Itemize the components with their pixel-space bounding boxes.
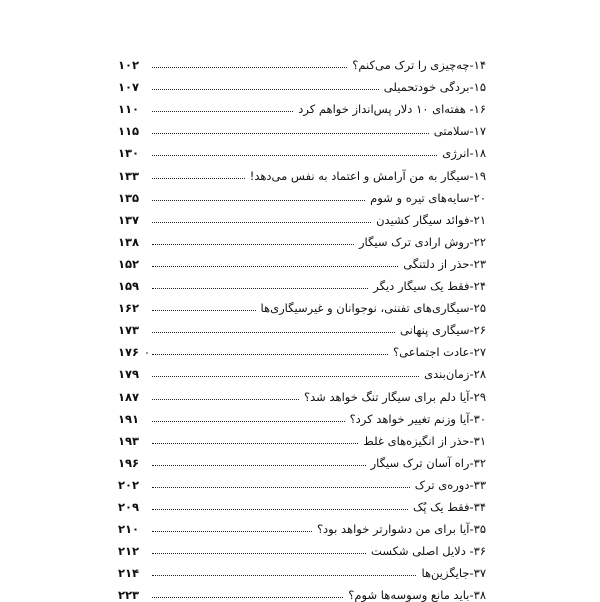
dot-leader <box>152 133 429 134</box>
toc-entry <box>118 227 486 249</box>
dot-leader <box>152 575 416 576</box>
page-number: ۲۱۰ <box>118 522 140 537</box>
entry-title: ۳۴-فقط یک پُک <box>412 499 486 514</box>
toc-entry <box>118 404 486 426</box>
dot-leader <box>152 399 299 400</box>
toc-entry <box>118 448 486 470</box>
page-number: ۱۱۵ <box>118 124 140 139</box>
entry-title: ۱۵-بردگی خودتحمیلی <box>383 80 486 95</box>
dot-leader <box>152 509 408 510</box>
page-number: ۱۶۲ <box>118 301 140 316</box>
toc-entry <box>118 514 486 536</box>
entry-title: ۲۴-فقط یک سیگار دیگر <box>373 279 486 294</box>
toc-entry <box>118 72 486 94</box>
entry-title: ۲۸-زمان‌بندی <box>424 367 486 382</box>
page-number: ۱۳۵ <box>118 190 140 205</box>
page-number: ۱۱۰ <box>118 102 140 117</box>
entry-title: ۳۶- دلایل اصلی شکست <box>371 544 486 559</box>
page-number: ۱۳۰ <box>118 146 140 161</box>
entry-title: ۲۰-سایه‌های تیره و شوم <box>370 190 486 205</box>
toc-entry <box>118 359 486 381</box>
entry-title: ۲۲-روش ارادی ترک سیگار <box>358 234 486 249</box>
toc-entry <box>118 536 486 558</box>
page-number: ۱۷۶ <box>118 345 140 360</box>
page-number: ۱۹۱ <box>118 411 140 426</box>
entry-title: ۳۷-جایگزین‌ها <box>421 566 486 581</box>
entry-title: ۱۴-چه‌چیزی را ترک می‌کنم؟ <box>352 58 486 73</box>
entry-title: ۲۷-عادت اجتماعی؟ <box>393 345 486 360</box>
page-number: ۱۷۹ <box>118 367 140 382</box>
entry-title: ۳۱-حذر از انگیزه‌های غلط <box>363 433 486 448</box>
dot-leader <box>152 597 343 598</box>
dot-leader <box>152 376 419 377</box>
dot-leader <box>152 421 345 422</box>
page-number: ۲۰۲ <box>118 477 140 492</box>
entry-title: ۲۱-فوائد سیگار کشیدن <box>376 212 486 227</box>
entry-title: ۲۳-حذر از دلتنگی <box>403 256 486 271</box>
toc-entry <box>118 580 486 602</box>
page-number: ۲۲۳ <box>118 588 140 602</box>
dot-leader <box>152 111 293 112</box>
toc-entry <box>118 94 486 116</box>
toc-entry <box>118 558 486 580</box>
page-number: ۲۱۴ <box>118 566 140 581</box>
dot-leader <box>152 553 366 554</box>
dot-leader <box>152 531 312 532</box>
entry-title: ۳۸-باید مانع وسوسه‌ها شوم؟ <box>348 588 486 602</box>
toc-entry <box>118 470 486 492</box>
dot-leader <box>152 89 379 90</box>
page-number: ۱۹۳ <box>118 433 140 448</box>
toc-entry <box>118 50 486 72</box>
toc-entry <box>118 160 486 182</box>
dot-leader <box>152 155 437 156</box>
toc-entry <box>118 293 486 315</box>
page-number: ۱۰۷ <box>118 80 140 95</box>
page-number: ۲۰۹ <box>118 499 140 514</box>
dot-leader <box>152 443 358 444</box>
entry-title: ۲۶-سیگاری پنهانی <box>400 323 486 338</box>
page-number: ۱۳۸ <box>118 234 140 249</box>
table-of-contents <box>118 50 486 602</box>
toc-entry <box>118 381 486 403</box>
entry-title: ۳۳-دوره‌ی ترک <box>414 477 486 492</box>
dot-leader <box>152 354 388 355</box>
toc-entry <box>118 183 486 205</box>
toc-entry <box>118 426 486 448</box>
entry-title: ۱۶- هفته‌ای ۱۰ دلار پس‌انداز خواهم کرد <box>298 102 486 117</box>
toc-entry <box>118 116 486 138</box>
toc-entry <box>118 271 486 293</box>
page-number: ۱۸۷ <box>118 389 140 404</box>
toc-entry <box>118 315 486 337</box>
dot-leader <box>152 178 245 179</box>
entry-title: ۲۵-سیگاری‌های تفننی، نوجوانان و غیرسیگاری‌ها <box>260 301 486 316</box>
page-number: ۱۳۳ <box>118 168 140 183</box>
toc-entry <box>118 337 486 359</box>
page-number: ۲۱۲ <box>118 544 140 559</box>
page-number: ۱۵۹ <box>118 279 140 294</box>
dot-leader <box>152 244 354 245</box>
toc-entry <box>118 492 486 514</box>
entry-title: ۲۹-آیا دلم برای سیگار تنگ خواهد شد؟ <box>304 389 486 404</box>
dot-leader <box>152 266 398 267</box>
entry-title: ۱۹-سیگار به من آرامش و اعتماد به نفس می‌دهد! <box>249 168 486 183</box>
entry-title: ۳۵-آیا برای من دشوارتر خواهد بود؟ <box>316 522 486 537</box>
dot-leader <box>152 288 368 289</box>
dot-leader <box>152 332 395 333</box>
page-number: ۱۹۶ <box>118 455 140 470</box>
entry-title: ۱۸-انرژی <box>442 146 486 161</box>
entry-title: ۳۲-راه آسان ترک سیگار <box>370 455 486 470</box>
entry-title: ۳۰-آیا وزنم تغییر خواهد کرد؟ <box>349 411 486 426</box>
dot-leader <box>152 487 410 488</box>
page-number: ۱۳۷ <box>118 212 140 227</box>
scan-speck <box>146 352 148 354</box>
toc-entry <box>118 138 486 160</box>
dot-leader <box>152 222 371 223</box>
page-number: ۱۰۲ <box>118 58 140 73</box>
page-number: ۱۷۳ <box>118 323 140 338</box>
dot-leader <box>152 465 366 466</box>
entry-title: ۱۷-سلامتی <box>433 124 486 139</box>
dot-leader <box>152 67 347 68</box>
dot-leader <box>152 310 256 311</box>
toc-entry <box>118 205 486 227</box>
page-number: ۱۵۲ <box>118 256 140 271</box>
toc-entry <box>118 249 486 271</box>
dot-leader <box>152 200 365 201</box>
